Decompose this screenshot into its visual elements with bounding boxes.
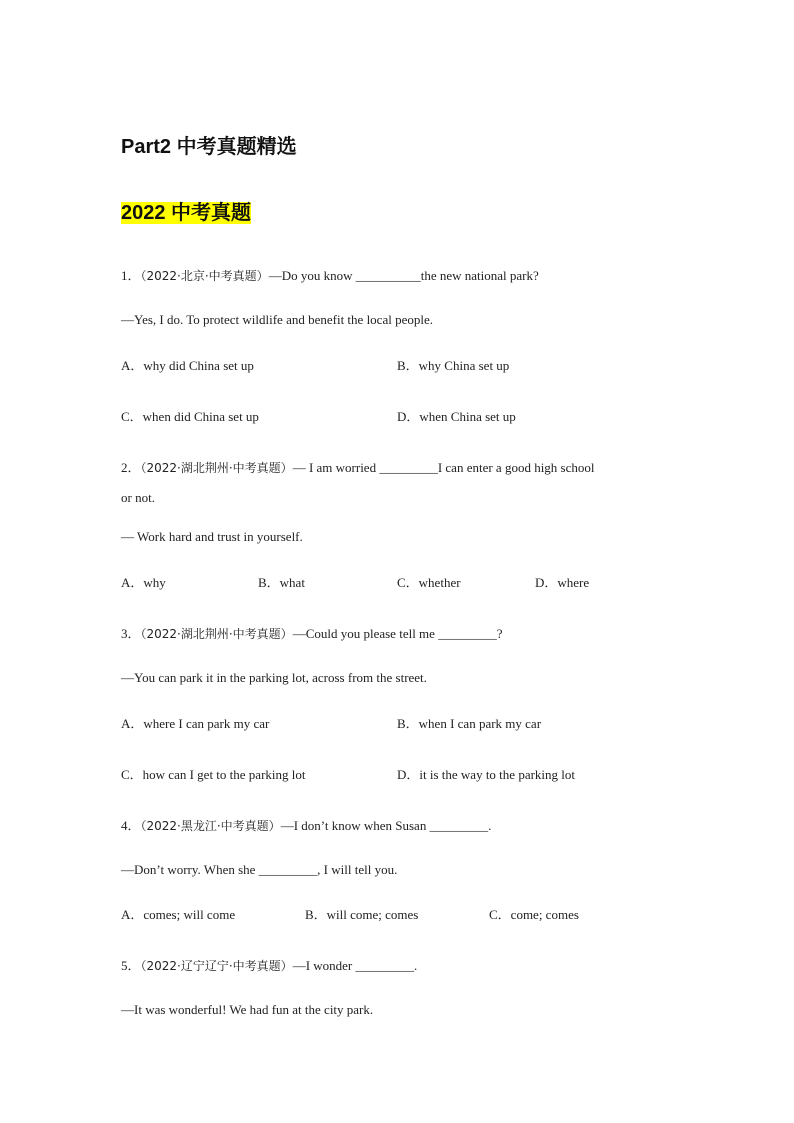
question-3-stem: [121, 623, 502, 642]
question-4-option-c: C．come; comes: [489, 907, 579, 922]
question-2-stem: [121, 457, 595, 476]
question-2-option-d: D．where: [535, 575, 590, 590]
question-1-reply: —Yes, I do. To protect wildlife and benefit the local people.: [121, 312, 433, 327]
year-title: [121, 196, 251, 225]
question-5-number: 5．: [121, 958, 141, 973]
question-1-stem: [121, 265, 539, 284]
question-2-text: — I am worried _________I can enter a good high school: [292, 460, 595, 475]
question-2-option-c: C．whether: [397, 575, 461, 590]
question-4-stem: [121, 815, 491, 834]
question-1-option-a: A．why did China set up: [121, 358, 254, 373]
question-4-option-b: B．will come; comes: [305, 907, 419, 922]
question-4-source: （2022·黑龙江·中考真题）: [140, 819, 281, 833]
question-5-text: —I wonder _________.: [292, 958, 418, 973]
question-3-option-a: A．where I can park my car: [121, 716, 270, 731]
question-3-source: （2022·湖北荆州·中考真题）: [140, 627, 293, 641]
question-4-option-a: A．comes; will come: [121, 907, 236, 922]
question-1-number: 1．: [121, 268, 141, 283]
question-5-reply: —It was wonderful! We had fun at the city park.: [121, 1002, 374, 1017]
question-3-number: 3．: [121, 626, 141, 641]
question-1-option-b: B．why China set up: [397, 358, 510, 373]
question-2-reply: — Work hard and trust in yourself.: [121, 529, 303, 544]
question-2-number: 2．: [121, 460, 141, 475]
question-3-reply: —You can park it in the parking lot, across from the street.: [121, 670, 427, 685]
question-4-text: —I don’t know when Susan _________.: [280, 818, 492, 833]
question-3-option-b: B．when I can park my car: [397, 716, 542, 731]
question-3-option-c: C．how can I get to the parking lot: [121, 767, 306, 782]
question-1-option-d: D．when China set up: [397, 409, 516, 424]
question-3-option-d: D．it is the way to the parking lot: [397, 767, 576, 782]
part-title: Part2 中考真题精选: [121, 136, 297, 158]
question-2-source: （2022·湖北荆州·中考真题）: [140, 461, 293, 475]
question-4-number: 4．: [121, 818, 141, 833]
question-2-option-b: B．what: [258, 575, 305, 590]
question-2-stem-continued: or not.: [121, 490, 155, 505]
question-4-reply: —Don’t worry. When she _________, I will tell you.: [121, 862, 398, 877]
question-1-source: （2022·北京·中考真题）: [140, 269, 269, 283]
question-5-stem: [121, 955, 417, 974]
question-1-text: —Do you know __________the new national park?: [268, 268, 539, 283]
question-3-text: —Could you please tell me _________?: [292, 626, 503, 641]
question-5-source: （2022·辽宁辽宁·中考真题）: [140, 959, 293, 973]
question-2-option-a: A．why: [121, 575, 166, 590]
question-1-option-c: C．when did China set up: [121, 409, 259, 424]
year-title-text: 2022 中考真题: [121, 202, 252, 224]
